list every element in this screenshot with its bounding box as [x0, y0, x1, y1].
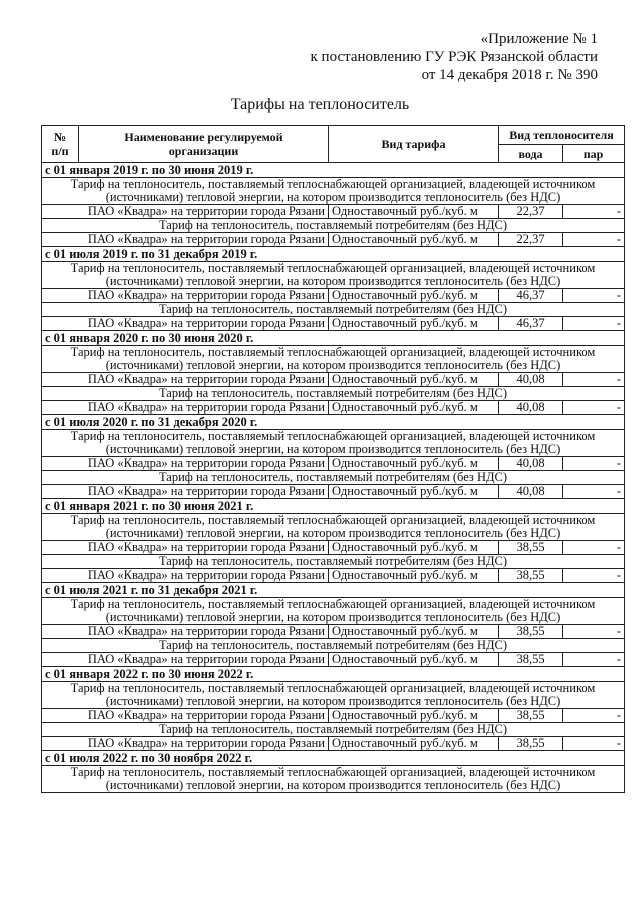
tariff-type-cell: Одноставочный руб./куб. м	[329, 401, 499, 415]
table-body	[42, 163, 625, 793]
table-row	[42, 653, 625, 667]
table-row	[42, 373, 625, 387]
steam-value-cell: -	[563, 233, 625, 247]
steam-value-cell: -	[563, 485, 625, 499]
table-row	[42, 639, 625, 653]
organization-cell: ПАО «Квадра» на территории города Рязани	[42, 625, 329, 639]
appendix-line-2: к постановлению ГУ РЭК Рязанской области	[310, 49, 598, 65]
tariff-description: Тариф на теплоноситель, поставляемый теплоснабжающей организацией, владеющей источником (источниками) тепловой энергии, на котором производится теплоноситель (без НДС)	[42, 598, 625, 625]
table-row	[42, 331, 625, 346]
tariff-description: Тариф на теплоноситель, поставляемый потребителям (без НДС)	[42, 219, 625, 233]
document-title: Тарифы на теплоноситель	[230, 96, 410, 113]
tariff-description: Тариф на теплоноситель, поставляемый теплоснабжающей организацией, владеющей источником (источниками) тепловой энергии, на котором производится теплоноситель (без НДС)	[42, 766, 625, 793]
table-row	[42, 485, 625, 499]
table-row	[42, 415, 625, 430]
table-row	[42, 289, 625, 303]
period-heading: с 01 января 2021 г. по 30 июня 2021 г.	[42, 499, 625, 514]
organization-cell: ПАО «Квадра» на территории города Рязани	[42, 401, 329, 415]
tariff-description: Тариф на теплоноситель, поставляемый теплоснабжающей организацией, владеющей источником (источниками) тепловой энергии, на котором производится теплоноситель (без НДС)	[42, 178, 625, 205]
tariff-description: Тариф на теплоноситель, поставляемый потребителям (без НДС)	[42, 387, 625, 401]
organization-cell: ПАО «Квадра» на территории города Рязани	[42, 541, 329, 555]
organization-cell: ПАО «Квадра» на территории города Рязани	[42, 485, 329, 499]
water-value-cell: 40,08	[499, 373, 563, 387]
organization-cell: ПАО «Квадра» на территории города Рязани	[42, 737, 329, 751]
water-value-cell: 40,08	[499, 485, 563, 499]
tariff-description: Тариф на теплоноситель, поставляемый теплоснабжающей организацией, владеющей источником (источниками) тепловой энергии, на котором производится теплоноситель (без НДС)	[42, 514, 625, 541]
organization-cell: ПАО «Квадра» на территории города Рязани	[42, 205, 329, 219]
appendix-header	[311, 30, 598, 84]
table-row	[42, 723, 625, 737]
water-value-cell: 22,37	[499, 233, 563, 247]
col-header-organization: Наименование регулируемой организации	[79, 126, 329, 163]
table-row	[42, 262, 625, 289]
tariff-description: Тариф на теплоноситель, поставляемый теплоснабжающей организацией, владеющей источником (источниками) тепловой энергии, на котором производится теплоноситель (без НДС)	[42, 682, 625, 709]
period-heading: с 01 июля 2022 г. по 30 ноября 2022 г.	[42, 751, 625, 766]
steam-value-cell: -	[563, 457, 625, 471]
steam-value-cell: -	[563, 289, 625, 303]
water-value-cell: 38,55	[499, 737, 563, 751]
table-row	[42, 751, 625, 766]
col-header-number: № п/п	[42, 126, 79, 163]
table-row	[42, 541, 625, 555]
tariff-type-cell: Одноставочный руб./куб. м	[329, 485, 499, 499]
table-row	[42, 667, 625, 682]
table-row	[42, 317, 625, 331]
tariff-description: Тариф на теплоноситель, поставляемый потребителям (без НДС)	[42, 723, 625, 737]
steam-value-cell: -	[563, 569, 625, 583]
table-row	[42, 163, 625, 178]
period-heading: с 01 января 2022 г. по 30 июня 2022 г.	[42, 667, 625, 682]
tariff-type-cell: Одноставочный руб./куб. м	[329, 233, 499, 247]
table-row	[42, 471, 625, 485]
period-heading: с 01 июля 2021 г. по 31 декабря 2021 г.	[42, 583, 625, 598]
tariff-description: Тариф на теплоноситель, поставляемый теплоснабжающей организацией, владеющей источником (источниками) тепловой энергии, на котором производится теплоноситель (без НДС)	[42, 346, 625, 373]
table-row	[42, 219, 625, 233]
tariff-type-cell: Одноставочный руб./куб. м	[329, 709, 499, 723]
water-value-cell: 40,08	[499, 401, 563, 415]
appendix-line-1: «Приложение № 1	[480, 31, 598, 47]
table-row	[42, 233, 625, 247]
appendix-line-3: от 14 декабря 2018 г. № 390	[421, 67, 598, 83]
tariff-type-cell: Одноставочный руб./куб. м	[329, 317, 499, 331]
steam-value-cell: -	[563, 625, 625, 639]
tariff-description: Тариф на теплоноситель, поставляемый потребителям (без НДС)	[42, 639, 625, 653]
steam-value-cell: -	[563, 373, 625, 387]
organization-cell: ПАО «Квадра» на территории города Рязани	[42, 653, 329, 667]
organization-cell: ПАО «Квадра» на территории города Рязани	[42, 457, 329, 471]
water-value-cell: 38,55	[499, 569, 563, 583]
tariff-type-cell: Одноставочный руб./куб. м	[329, 289, 499, 303]
steam-value-cell: -	[563, 737, 625, 751]
tariff-description: Тариф на теплоноситель, поставляемый потребителям (без НДС)	[42, 555, 625, 569]
table-row	[42, 346, 625, 373]
organization-cell: ПАО «Квадра» на территории города Рязани	[42, 709, 329, 723]
table-row	[42, 247, 625, 262]
organization-cell: ПАО «Квадра» на территории города Рязани	[42, 569, 329, 583]
water-value-cell: 38,55	[499, 541, 563, 555]
organization-cell: ПАО «Квадра» на территории города Рязани	[42, 233, 329, 247]
water-value-cell: 38,55	[499, 653, 563, 667]
steam-value-cell: -	[563, 205, 625, 219]
period-heading: с 01 июля 2019 г. по 31 декабря 2019 г.	[42, 247, 625, 262]
steam-value-cell: -	[563, 709, 625, 723]
table-row	[42, 387, 625, 401]
table-row	[42, 569, 625, 583]
tariff-type-cell: Одноставочный руб./куб. м	[329, 457, 499, 471]
tariff-description: Тариф на теплоноситель, поставляемый теплоснабжающей организацией, владеющей источником (источниками) тепловой энергии, на котором производится теплоноситель (без НДС)	[42, 430, 625, 457]
tariff-type-cell: Одноставочный руб./куб. м	[329, 653, 499, 667]
table-row	[42, 598, 625, 625]
col-header-steam: пар	[563, 145, 625, 163]
table-row	[42, 303, 625, 317]
water-value-cell: 40,08	[499, 457, 563, 471]
table-row	[42, 430, 625, 457]
water-value-cell: 38,55	[499, 625, 563, 639]
tariff-type-cell: Одноставочный руб./куб. м	[329, 569, 499, 583]
table-row	[42, 682, 625, 709]
col-header-tariff-type: Вид тарифа	[329, 126, 499, 163]
col-header-carrier-type: Вид теплоносителя	[499, 126, 625, 145]
water-value-cell: 46,37	[499, 317, 563, 331]
table-row	[42, 583, 625, 598]
table-row	[42, 625, 625, 639]
water-value-cell: 46,37	[499, 289, 563, 303]
table-row	[42, 514, 625, 541]
organization-cell: ПАО «Квадра» на территории города Рязани	[42, 373, 329, 387]
period-heading: с 01 января 2020 г. по 30 июня 2020 г.	[42, 331, 625, 346]
period-heading: с 01 января 2019 г. по 30 июня 2019 г.	[42, 163, 625, 178]
table-row	[42, 709, 625, 723]
period-heading: с 01 июля 2020 г. по 31 декабря 2020 г.	[42, 415, 625, 430]
organization-cell: ПАО «Квадра» на территории города Рязани	[42, 317, 329, 331]
steam-value-cell: -	[563, 541, 625, 555]
table-row	[42, 457, 625, 471]
tariff-description: Тариф на теплоноситель, поставляемый потребителям (без НДС)	[42, 471, 625, 485]
table-row	[42, 205, 625, 219]
table-row	[42, 555, 625, 569]
organization-cell: ПАО «Квадра» на территории города Рязани	[42, 289, 329, 303]
tariff-type-cell: Одноставочный руб./куб. м	[329, 205, 499, 219]
water-value-cell: 38,55	[499, 709, 563, 723]
tariff-type-cell: Одноставочный руб./куб. м	[329, 625, 499, 639]
table-row	[42, 766, 625, 793]
tariff-type-cell: Одноставочный руб./куб. м	[329, 737, 499, 751]
tariffs-table	[41, 125, 625, 793]
col-header-water: вода	[499, 145, 563, 163]
steam-value-cell: -	[563, 653, 625, 667]
table-row	[42, 178, 625, 205]
table-row	[42, 401, 625, 415]
steam-value-cell: -	[563, 317, 625, 331]
tariff-description: Тариф на теплоноситель, поставляемый теплоснабжающей организацией, владеющей источником (источниками) тепловой энергии, на котором производится теплоноситель (без НДС)	[42, 262, 625, 289]
water-value-cell: 22,37	[499, 205, 563, 219]
tariff-type-cell: Одноставочный руб./куб. м	[329, 373, 499, 387]
table-row	[42, 737, 625, 751]
tariff-type-cell: Одноставочный руб./куб. м	[329, 541, 499, 555]
table-row	[42, 499, 625, 514]
tariff-description: Тариф на теплоноситель, поставляемый потребителям (без НДС)	[42, 303, 625, 317]
steam-value-cell: -	[563, 401, 625, 415]
